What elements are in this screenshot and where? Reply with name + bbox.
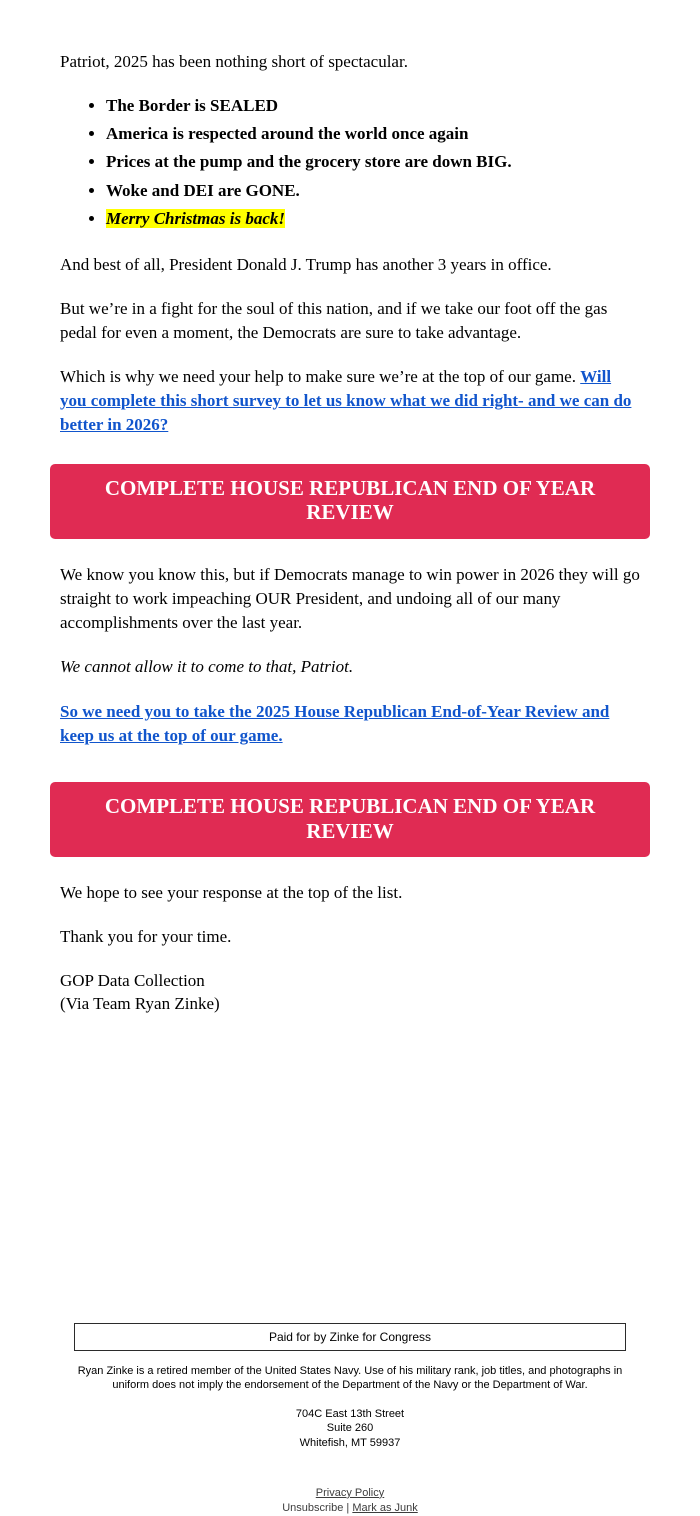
address-block [0, 1407, 700, 1450]
legal-links [0, 1486, 700, 1516]
unsubscribe-row [282, 1502, 418, 1514]
cta-button-bottom[interactable]: COMPLETE HOUSE REPUBLICAN END OF YEAR REVIEW [50, 782, 650, 858]
help-text: Which is why we need your help to make sure we’re at the top of our game. [60, 367, 581, 387]
review-link[interactable]: So we need you to take the 2025 House Republican End-of-Year Review and keep us at the top of our game. [60, 701, 610, 745]
footer [0, 1323, 700, 1515]
democrats-paragraph: We know you know this, but if Democrats manage to win power in 2026 they will go straight to work impeaching OUR President, and undoing all of our many accomplishments over the last year. [60, 565, 640, 633]
unsubscribe-label: Unsubscribe [282, 1501, 347, 1514]
paid-for-box: Paid for by Zinke for Congress [74, 1323, 626, 1351]
accomplishments-list [106, 94, 640, 231]
list-item-respect: • America is respected around the world once again [106, 122, 640, 146]
thanks-paragraph: Thank you for your time. [60, 927, 232, 947]
mark-as-junk-link[interactable]: Mark as Junk [352, 1501, 418, 1514]
signature-org: GOP Data Collection [60, 970, 205, 990]
intro-paragraph: Patriot, 2025 has been nothing short of spectacular. [60, 52, 408, 71]
separator-pipe: | [346, 1501, 353, 1514]
christmas-highlight: Merry Christmas is back! [106, 208, 285, 228]
signature-via: (Via Team Ryan Zinke) [60, 993, 220, 1013]
address-city: Whitefish, MT 59937 [299, 1436, 401, 1449]
cta-button-top[interactable]: COMPLETE HOUSE REPUBLICAN END OF YEAR REVIEW [50, 464, 650, 540]
survey-link[interactable]: Will you complete this short survey to let us know what we did right- and we can do better in 2026? [60, 367, 632, 435]
list-item-woke: • Woke and DEI are GONE. [106, 179, 640, 203]
signature [60, 970, 640, 1016]
cannot-allow-paragraph: We cannot allow it to come to that, Patriot. [60, 657, 354, 677]
address-street: 704C East 13th Street [295, 1407, 405, 1420]
hope-paragraph: We hope to see your response at the top of the list. [60, 883, 403, 903]
list-item-prices: • Prices at the pump and the grocery store are down BIG. [106, 150, 640, 174]
fight-paragraph: But we’re in a fight for the soul of this nation, and if we take our foot off the gas pedal for even a moment, the Democrats are sure to take advantage. [60, 298, 608, 342]
review-paragraph [60, 700, 640, 748]
list-item-christmas [106, 207, 640, 231]
privacy-policy-link[interactable]: Privacy Policy [315, 1486, 385, 1499]
list-item-border: • The Border is SEALED [106, 94, 640, 118]
disclaimer-text: Ryan Zinke is a retired member of the United States Navy. Use of his military rank, job titles, and photographs in uniform does not imply the endorsement of the Department of the Navy or the Department of War. [77, 1365, 623, 1392]
trump-paragraph: And best of all, President Donald J. Trump has another 3 years in office. [60, 254, 552, 274]
address-suite: Suite 260 [326, 1422, 374, 1435]
whitespace-spacer [0, 1035, 700, 1323]
help-paragraph [60, 365, 640, 437]
